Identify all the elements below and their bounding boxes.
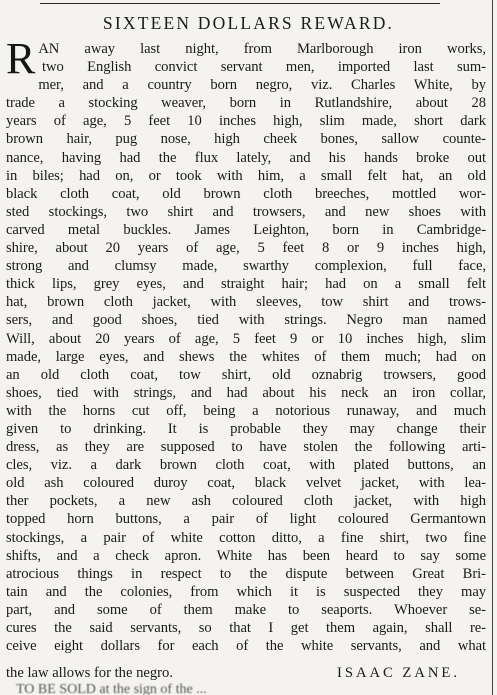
body-line: hat, brown cloth jacket, with sleeves, tow shirt and trows- (6, 294, 486, 311)
body-line: shifts, and a check apron. White has been heard to say some (6, 547, 486, 564)
body-line: shire, about 20 years of age, 5 feet 8 or 9 inches high, (6, 240, 486, 257)
body-line: mer, and a country born negro, viz. Charles White, by (38, 77, 486, 94)
next-advertisement-cutoff: TO BE SOLD at the sign of the ... (16, 683, 207, 695)
body-line: shoes, tied with strings, and had about his neck an iron collar, (6, 384, 486, 401)
advertisement-body (6, 34, 486, 655)
closing-line: the law allows for the negro. (6, 665, 173, 681)
body-line: brown hair, pug nose, high cheek bones, sallow counte- (6, 131, 486, 148)
body-line: strong and clumsy made, swarthy complexion, full face, (6, 258, 486, 275)
body-line: sers, and good shoes, tied with strings. Negro man named (6, 312, 486, 329)
body-line: in biles; had on, or took with him, a small felt hat, an old (6, 167, 486, 184)
advertisement-headline: SIXTEEN DOLLARS REWARD. (102, 13, 395, 33)
body-line: nance, having had the flux lately, and his hands broke out (6, 149, 486, 166)
body-line: made, large eyes, and shews the whites of them much; had on (6, 348, 486, 365)
body-line: atrocious things in respect to the dispute between Great Bri- (6, 565, 486, 582)
body-line: two English convict servant men, imported last sum- (42, 59, 486, 76)
body-line: black cloth coat, old brown cloth breeches, mottled wor- (6, 185, 486, 202)
body-line: ther pockets, a new ash coloured cloth jacket, with high (6, 493, 486, 510)
body-line: tain and the colonies, from which it is suspected they may (6, 583, 486, 600)
column-rule (492, 0, 493, 695)
body-line: part, and some of them make to seaports. Whoever se- (6, 601, 486, 618)
body-line: thick lips, grey eyes, and straight hair; had on a small felt (6, 276, 486, 293)
body-line: topped horn buttons, a pair of light coloured Germantown (6, 511, 486, 528)
body-line: old ash coloured duroy coat, black velvet jacket, with lea- (6, 475, 486, 492)
body-line: cles, viz. a dark brown cloth coat, with plated buttons, an (6, 457, 486, 474)
body-line: carved metal buckles. James Leighton, born in Cambridge- (6, 221, 486, 238)
body-line: stockings, a pair of white cotton ditto, a fine shirt, two fine (6, 529, 486, 546)
body-line: dress, as they are supposed to have stolen the following arti- (6, 439, 486, 456)
closing-row (6, 664, 486, 682)
body-line: ceive eight dollars for each of the white servants, and what (6, 638, 486, 655)
signature: ISAAC ZANE. (337, 665, 460, 681)
body-line: an old cloth coat, tow shirt, old oznabrig trowsers, good (6, 366, 486, 383)
body-line: with the horns cut off, being a notorious runaway, and much (6, 402, 486, 419)
body-line: trade a stocking weaver, born in Rutlandshire, about 28 (6, 95, 486, 112)
body-line: years of age, 5 feet 10 inches high, slim made, short dark (6, 113, 486, 130)
top-rule (40, 3, 440, 4)
body-line: cures the said servants, so that I get them again, shall re- (6, 620, 486, 636)
drop-cap: R (6, 34, 36, 83)
body-line: AN away last night, from Marlborough iron works, (38, 41, 486, 57)
body-line: given to drinking. It is probable they may change their (6, 420, 486, 437)
body-line: Will, about 20 years of age, 5 feet 9 or 10 inches high, slim (6, 330, 486, 347)
body-line: sted stockings, two shirt and trowsers, and new shoes with (6, 203, 486, 220)
